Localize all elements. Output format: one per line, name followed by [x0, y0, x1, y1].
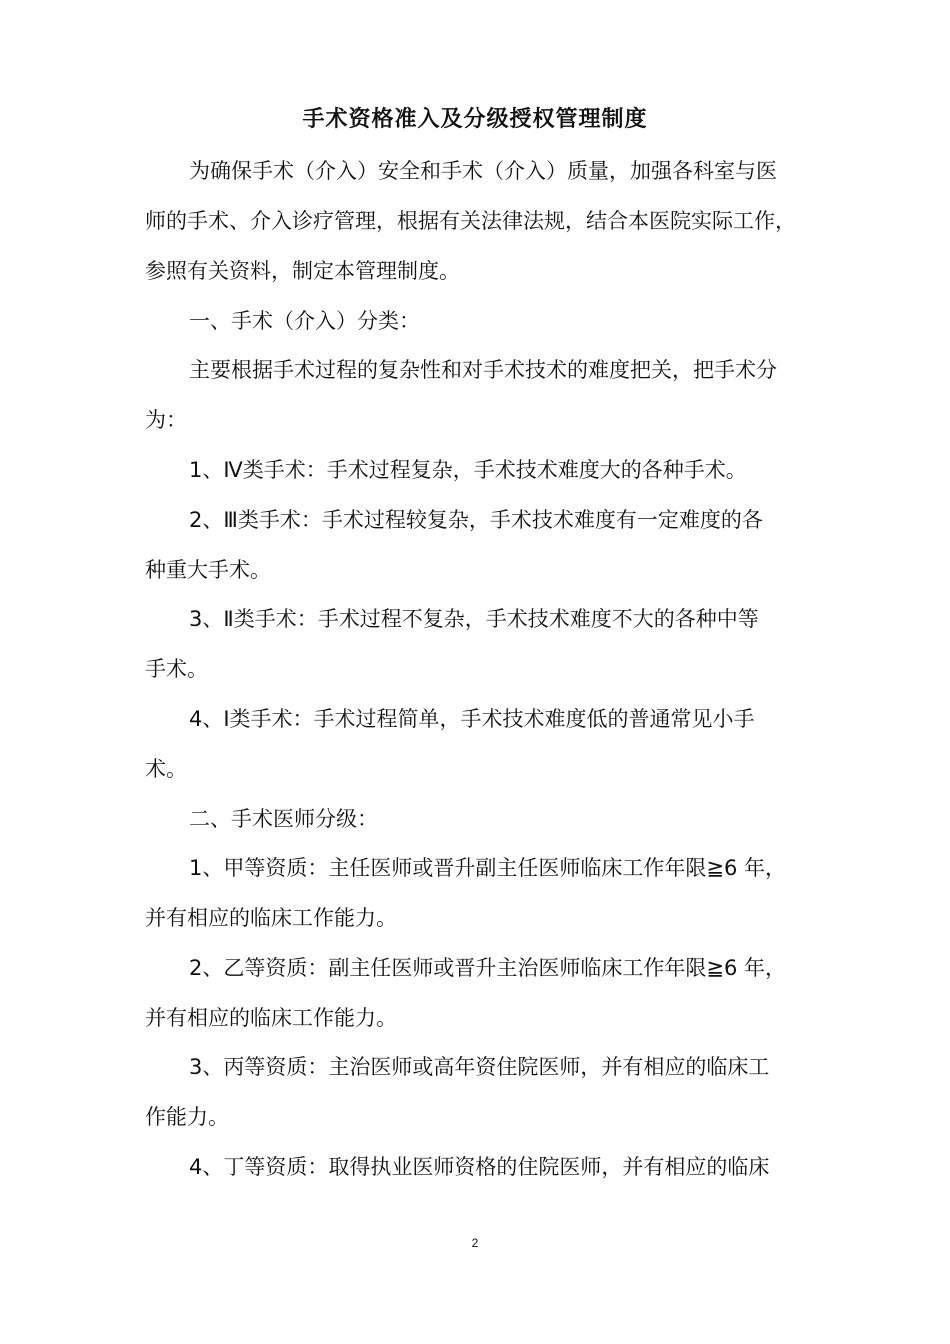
paragraph-line: 为：: [145, 408, 187, 432]
list-item: 3、丙等资质：主治医师或高年资住院医师，并有相应的临床工: [189, 1055, 770, 1079]
list-item: 4、丁等资质：取得执业医师资格的住院医师，并有相应的临床: [189, 1155, 770, 1179]
paragraph-line: 师的手术、介入诊疗管理，根据有关法律法规，结合本医院实际工作，: [145, 209, 796, 233]
list-item-continuation: 并有相应的临床工作能力。: [145, 1006, 397, 1030]
paragraph-line: 为确保手术（介入）安全和手术（介入）质量，加强各科室与医: [189, 159, 777, 183]
list-item-continuation: 种重大手术。: [145, 558, 271, 582]
list-item: 1、Ⅳ类手术：手术过程复杂，手术技术难度大的各种手术。: [189, 458, 747, 482]
document-title: 手术资格准入及分级授权管理制度: [302, 107, 648, 132]
page-number: 2: [471, 1236, 479, 1250]
list-item: 1、甲等资质：主任医师或晋升副主任医师临床工作年限≧6 年，: [189, 856, 786, 880]
list-item: 2、乙等资质：副主任医师或晋升主治医师临床工作年限≧6 年，: [189, 956, 786, 980]
section-heading: 二、手术医师分级：: [189, 807, 378, 831]
list-item-continuation: 并有相应的临床工作能力。: [145, 906, 397, 930]
list-item-continuation: 术。: [145, 757, 187, 781]
section-heading: 一、手术（介入）分类：: [189, 309, 420, 333]
list-item-continuation: 手术。: [145, 657, 208, 681]
list-item: 2、Ⅲ类手术：手术过程较复杂，手术技术难度有一定难度的各: [189, 508, 763, 532]
paragraph-line: 主要根据手术过程的复杂性和对手术技术的难度把关，把手术分: [189, 358, 777, 382]
list-item: 3、Ⅱ类手术：手术过程不复杂，手术技术难度不大的各种中等: [189, 607, 759, 631]
list-item: 4、Ⅰ类手术：手术过程简单，手术技术难度低的普通常见小手: [189, 707, 755, 731]
paragraph-line: 参照有关资料，制定本管理制度。: [145, 259, 460, 283]
list-item-continuation: 作能力。: [145, 1105, 229, 1129]
